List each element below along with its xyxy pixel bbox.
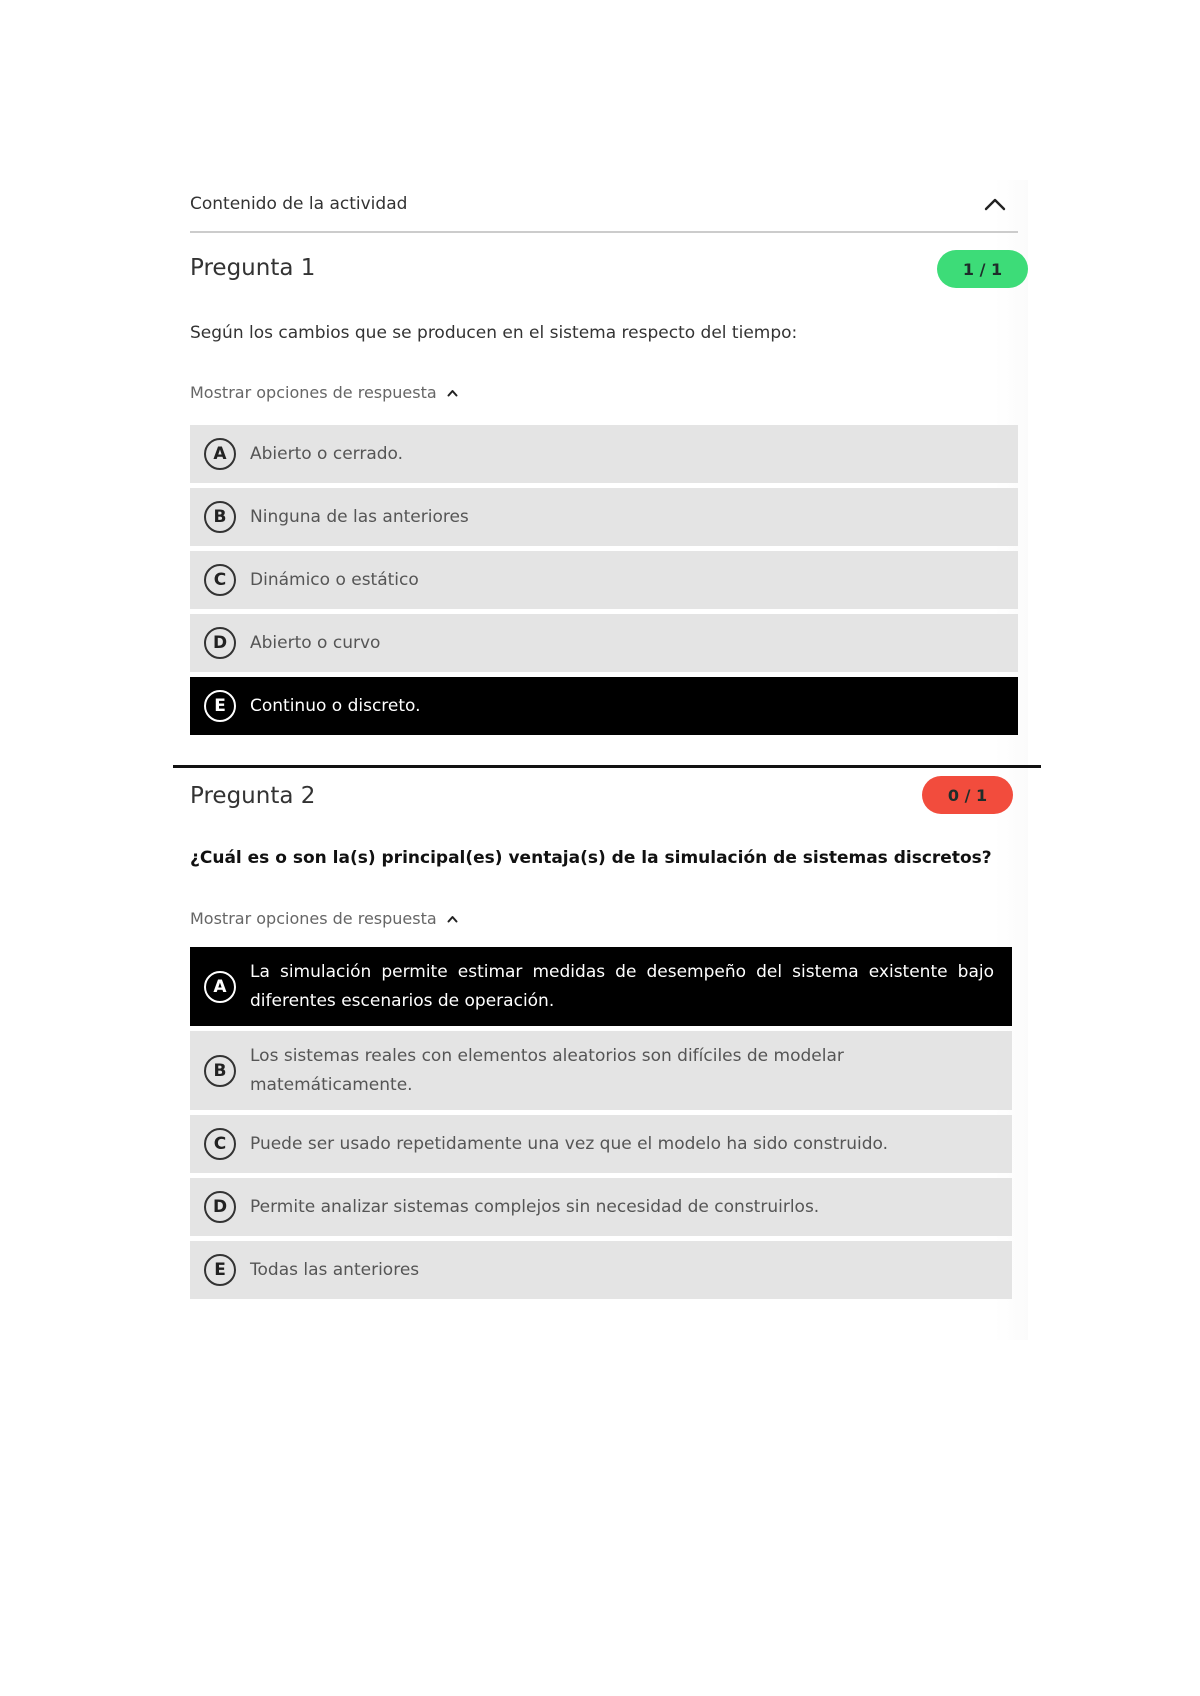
activity-content-panel <box>190 180 1028 1340</box>
option-letter-badge: B <box>204 1055 236 1087</box>
question-title: Pregunta 2 <box>190 783 316 809</box>
option-letter-badge: B <box>204 501 236 533</box>
option-text: La simulación permite estimar medidas de desempeño del sistema existente bajo diferentes escenarios de operación. <box>250 961 994 1011</box>
activity-content-header[interactable] <box>190 180 1018 233</box>
option-letter-badge: D <box>204 627 236 659</box>
option-text: Ninguna de las anteriores <box>250 506 469 527</box>
show-options-label: Mostrar opciones de respuesta <box>190 909 437 928</box>
option-letter-badge: C <box>204 1128 236 1160</box>
option-text: Puede ser usado repetidamente una vez que el modelo ha sido construido. <box>250 1133 889 1154</box>
option-text: Abierto o curvo <box>250 632 381 653</box>
answer-option-c[interactable] <box>190 1115 1012 1173</box>
answer-option-e-selected[interactable] <box>190 677 1018 735</box>
option-text: Los sistemas reales con elementos aleatorios son difíciles de modelar matemáticamente. <box>250 1045 844 1095</box>
answer-option-e[interactable] <box>190 1241 1012 1299</box>
option-letter-badge: E <box>204 1254 236 1286</box>
answer-option-b[interactable] <box>190 1031 1012 1110</box>
score-badge-correct: 1 / 1 <box>937 250 1028 288</box>
option-letter-badge: A <box>204 971 236 1003</box>
score-badge-incorrect: 0 / 1 <box>922 776 1013 814</box>
caret-up-icon <box>447 915 458 923</box>
question-title: Pregunta 1 <box>190 255 316 281</box>
option-text: Permite analizar sistemas complejos sin necesidad de construirlos. <box>250 1196 820 1217</box>
answer-option-d[interactable] <box>190 614 1018 672</box>
show-answer-options-toggle[interactable] <box>190 909 458 928</box>
caret-up-icon <box>447 389 458 397</box>
question-divider <box>173 765 1041 768</box>
option-letter-badge: C <box>204 564 236 596</box>
option-text: Dinámico o estático <box>250 569 419 590</box>
chevron-up-icon[interactable] <box>984 196 1006 212</box>
answer-option-a[interactable] <box>190 425 1018 483</box>
show-answer-options-toggle[interactable] <box>190 383 458 402</box>
answer-option-c[interactable] <box>190 551 1018 609</box>
activity-content-title: Contenido de la actividad <box>190 194 408 214</box>
answer-option-a-selected[interactable] <box>190 947 1012 1026</box>
show-options-label: Mostrar opciones de respuesta <box>190 383 437 402</box>
option-letter-badge: A <box>204 438 236 470</box>
answer-option-d[interactable] <box>190 1178 1012 1236</box>
question-prompt: Según los cambios que se producen en el sistema respecto del tiempo: <box>190 323 798 343</box>
option-letter-badge: E <box>204 690 236 722</box>
option-text: Abierto o cerrado. <box>250 443 404 464</box>
option-text: Todas las anteriores <box>250 1259 420 1280</box>
option-letter-badge: D <box>204 1191 236 1223</box>
answer-option-b[interactable] <box>190 488 1018 546</box>
question-prompt: ¿Cuál es o son la(s) principal(es) ventaja(s) de la simulación de sistemas discretos? <box>190 848 992 868</box>
option-text: Continuo o discreto. <box>250 695 421 716</box>
